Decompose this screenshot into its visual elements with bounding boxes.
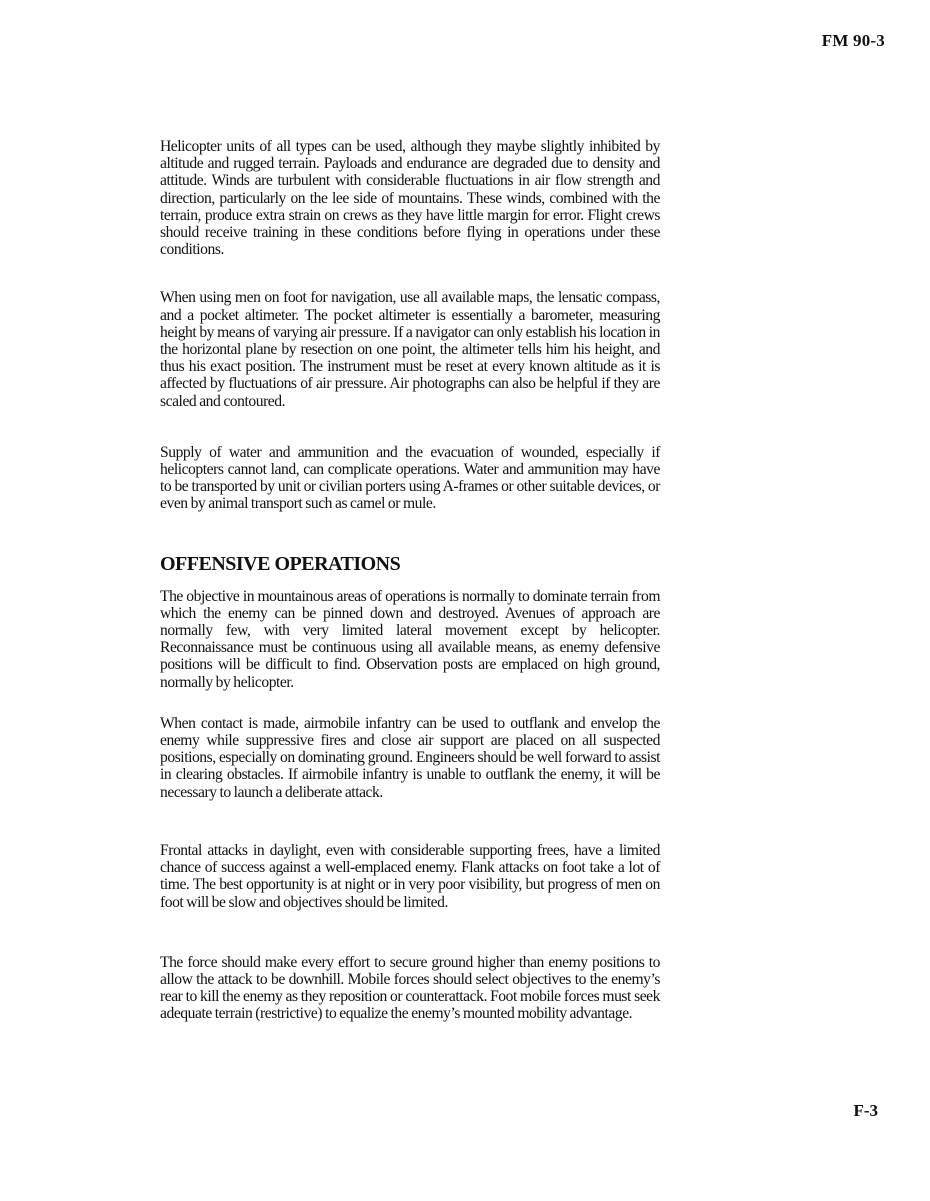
paragraph-frontal-attacks: Frontal attacks in daylight, even with considerable supporting frees, have a limited chance of success against a well-emplaced enemy. Flank attacks on foot take a lot of time. The best opportunity is at night or in very poor visibility, but progress of men on foot will be slow and objectives should be limited. xyxy=(160,841,660,911)
paragraph-higher-ground: The force should make every effort to secure ground higher than enemy positions to allow the attack to be downhill. Mobile forces should select objectives to the enemy’s rear to kill the enemy as they reposition or counterattack. Foot mobile forces must seek adequate terrain (restrictive) to equalize the enemy’s mounted mobility advantage. xyxy=(160,953,660,1023)
paragraph-foot-navigation: When using men on foot for navigation, use all available maps, the lensatic compass, and a pocket altimeter. The pocket altimeter is essentially a barometer, measuring height by means of varying air pressure. If a navigator can only establish his location in the horizontal plane by resection on one point, the altimeter tells him his height, and thus his exact position. The instrument must be reset at every known altitude as it is affected by fluctuations of air pressure. Air photographs can also be helpful if they are scaled and contoured. xyxy=(160,289,660,410)
section-heading-offensive-operations: OFFENSIVE OPERATIONS xyxy=(160,552,401,575)
page-body xyxy=(160,138,660,1023)
paragraph-supply: Supply of water and ammunition and the evacuation of wounded, especially if helicopters cannot land, can complicate operations. Water and ammunition may have to be transported by unit or civilian porters using A-frames or other suitable devices, or even by animal transport such as camel or mule. xyxy=(160,443,660,513)
document-id: FM 90-3 xyxy=(821,31,885,50)
paragraph-objective: The objective in mountainous areas of operations is normally to dominate terrain from which the enemy can be pinned down and destroyed. Avenues of approach are normally few, with very limited lateral movement except by helicopter. Reconnaissance must be continuous using all available means, as enemy defensive positions will be difficult to find. Observation posts are emplaced on high ground, normally by helicopter. xyxy=(160,587,660,691)
paragraph-contact: When contact is made, airmobile infantry can be used to outflank and envelop the enemy while suppressive fires and close air support are placed on all suspected positions, especially on dominating ground. Engineers should be well forward to assist in clearing obstacles. If airmobile infantry is unable to outflank the enemy, it will be necessary to launch a deliberate attack. xyxy=(160,714,660,801)
paragraph-helicopter-units: Helicopter units of all types can be used, although they maybe slightly inhibited by altitude and rugged terrain. Payloads and endurance are degraded due to density and attitude. Winds are turbulent with considerable fluctuations in air flow strength and direction, particularly on the lee side of mountains. These winds, combined with the terrain, produce extra strain on crews as they have little margin for error. Flight crews should receive training in these conditions before flying in operations under these conditions. xyxy=(160,138,660,259)
page-number: F-3 xyxy=(853,1101,878,1120)
